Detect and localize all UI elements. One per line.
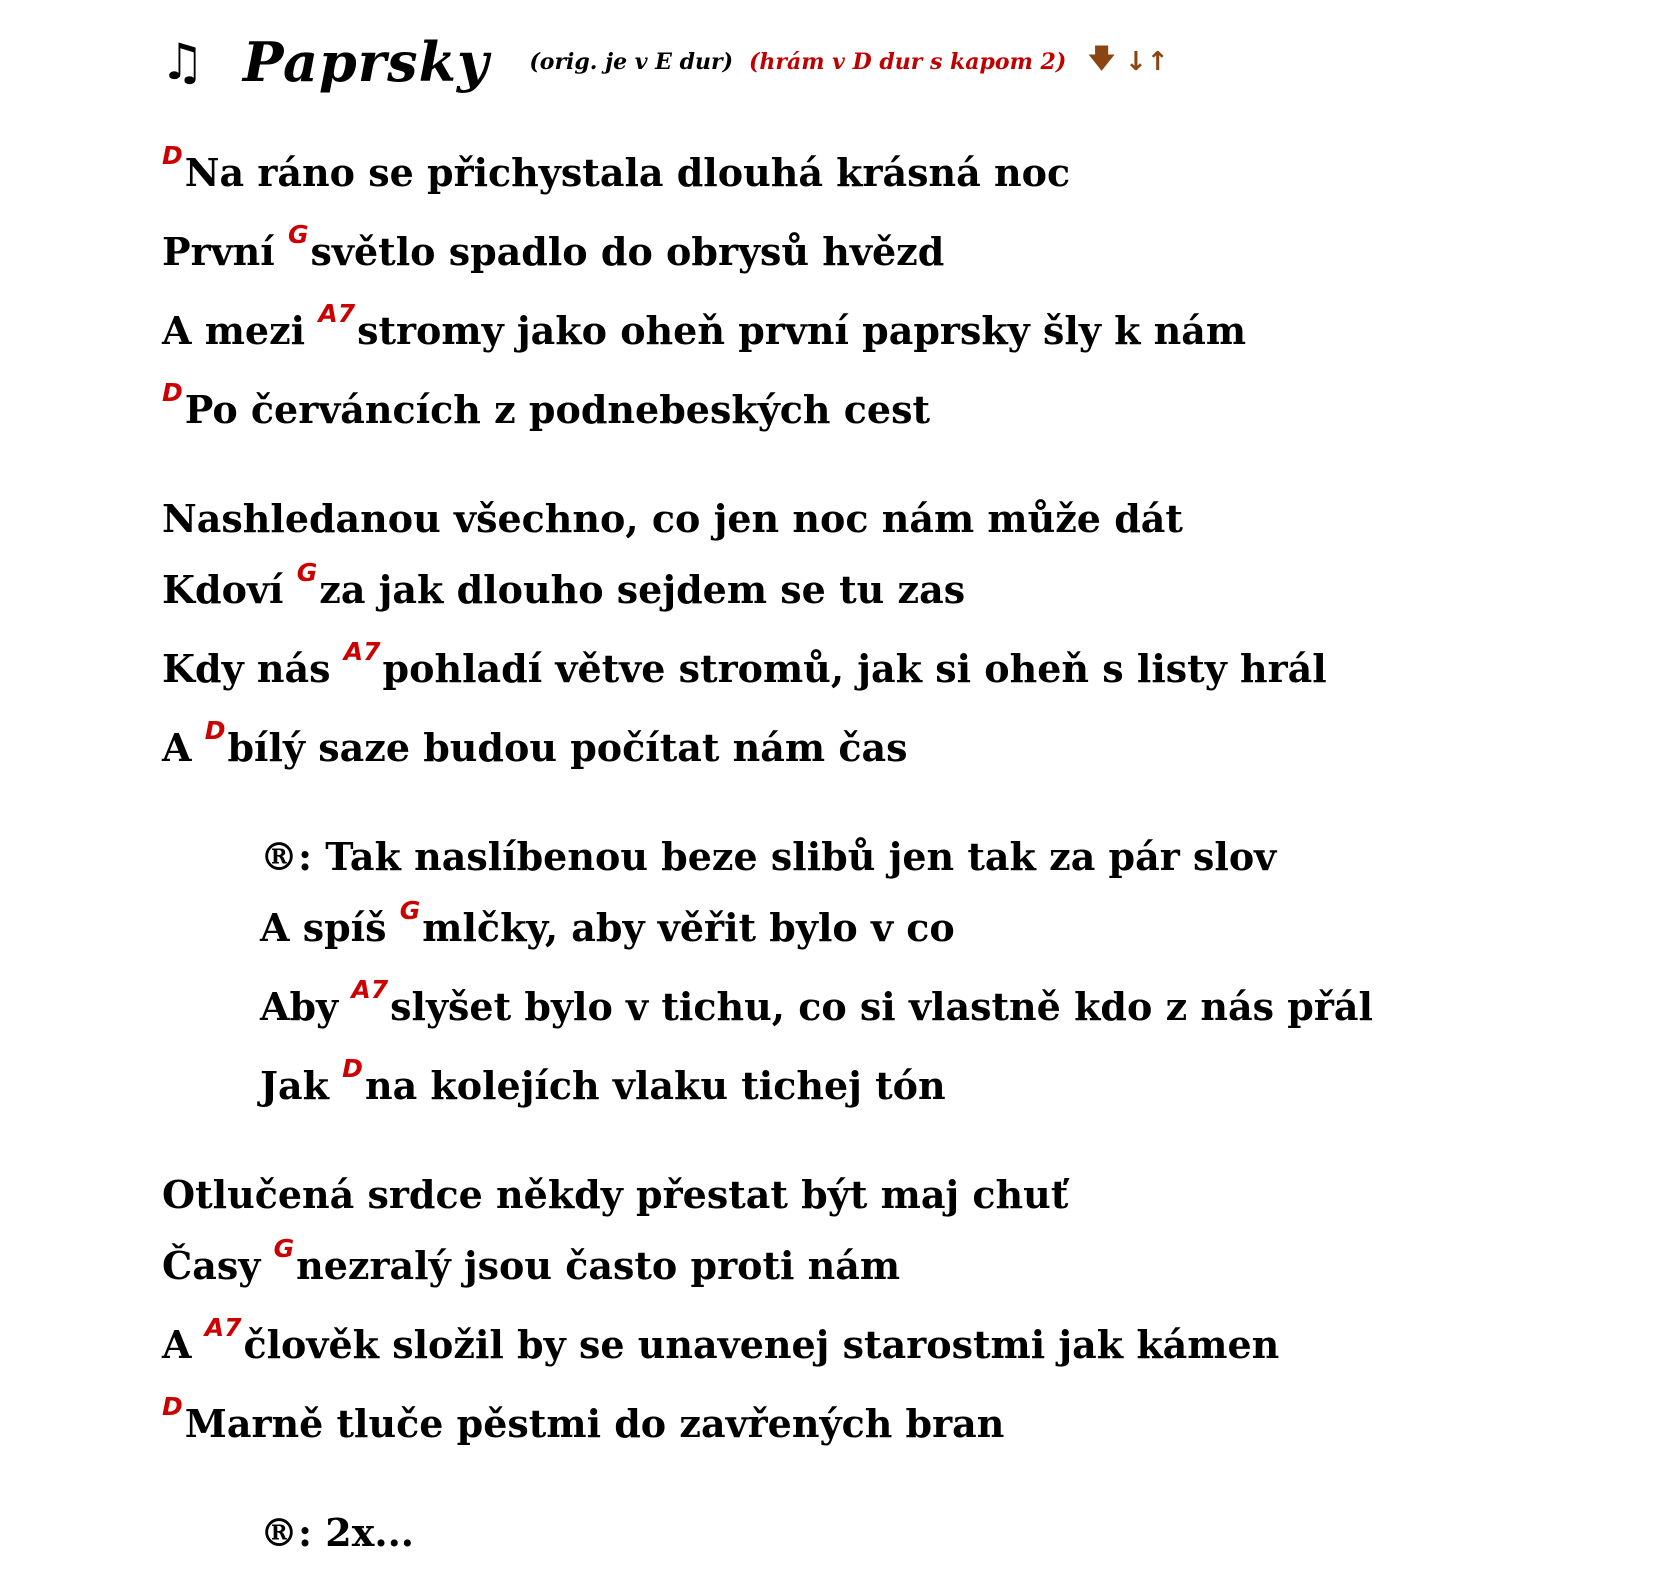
transpose-down-icon[interactable]: 🡇 xyxy=(1088,44,1115,74)
lyric-line xyxy=(162,378,1622,466)
lyric-line xyxy=(162,1172,1622,1243)
played-key-note: (hrám v D dur s kapom 2) xyxy=(748,49,1067,75)
song-header xyxy=(160,22,1169,102)
chord-label: D xyxy=(342,1054,363,1083)
chorus-line xyxy=(162,896,1622,984)
lyric-text: ®: 2x... xyxy=(260,1510,415,1555)
lyric-text: slyšet bylo v tichu, co si vlastně kdo z nás přál xyxy=(390,984,1373,1029)
lyric-text: stromy jako oheň první paprsky šly k nám xyxy=(357,308,1247,353)
lyric-line xyxy=(162,716,1622,804)
chord-label: G xyxy=(399,896,421,925)
lyric-text: za jak dlouho sejdem se tu zas xyxy=(319,567,966,612)
stanza-spacer xyxy=(162,466,1622,496)
lyric-text: A xyxy=(162,1322,205,1367)
lyric-text: Nashledanou všechno, co jen noc nám může dát xyxy=(162,496,1183,541)
lyric-line xyxy=(162,1313,1622,1401)
lyric-text: A mezi xyxy=(162,308,319,353)
chorus-repeat xyxy=(162,1510,1622,1556)
lyric-text: První xyxy=(162,229,288,274)
lyric-text: člověk složil by se unavenej starostmi jak kámen xyxy=(243,1322,1280,1367)
lyric-line xyxy=(162,496,1622,567)
music-note-icon: ♫ xyxy=(160,33,205,91)
chord-label: G xyxy=(273,1234,295,1263)
lyric-line xyxy=(162,299,1622,387)
lyric-text: Po červáncích z podnebeských cest xyxy=(184,387,931,432)
stanza-spacer xyxy=(162,1480,1622,1510)
chorus-line xyxy=(162,975,1622,1063)
lyric-text: mlčky, aby věřit bylo v co xyxy=(422,905,955,950)
chord-label: A7 xyxy=(343,637,381,666)
lyric-text: ®: Tak naslíbenou beze slibů jen tak za pár slov xyxy=(260,834,1277,879)
lyric-text: pohladí větve stromů, jak si oheň s listy hrál xyxy=(382,646,1327,691)
chord-label: D xyxy=(162,141,183,170)
lyric-line xyxy=(162,141,1622,229)
lyric-line xyxy=(162,558,1622,646)
chord-label: D xyxy=(162,1392,183,1421)
lyric-line xyxy=(162,220,1622,308)
lyric-text: Kdoví xyxy=(162,567,297,612)
lyric-line xyxy=(162,1392,1622,1480)
chord-label: G xyxy=(287,220,309,249)
lyric-text: Na ráno se přichystala dlouhá krásná noc xyxy=(184,150,1071,195)
lyric-text: nezralý jsou často proti nám xyxy=(296,1243,901,1288)
transpose-toggle-icon[interactable]: ↓↑ xyxy=(1124,47,1169,77)
lyric-text: na kolejích vlaku tichej tón xyxy=(364,1063,946,1108)
lyrics xyxy=(162,141,1622,1556)
lyric-text: Kdy nás xyxy=(162,646,344,691)
lyric-text: A spíš xyxy=(260,905,400,950)
original-key-note: (orig. je v E dur) xyxy=(529,49,733,75)
chord-label: A7 xyxy=(351,975,389,1004)
lyric-line xyxy=(162,637,1622,725)
chorus-line xyxy=(162,834,1622,905)
chord-label: A7 xyxy=(204,1313,242,1342)
lyric-text: A xyxy=(162,725,205,770)
song-title: Paprsky xyxy=(242,30,490,94)
lyric-text: Otlučená srdce někdy přestat být maj chuť xyxy=(162,1172,1069,1217)
lyric-text: Časy xyxy=(162,1243,274,1288)
lyric-text: bílý saze budou počítat nám čas xyxy=(227,725,908,770)
stanza-spacer xyxy=(162,1142,1622,1172)
lyric-line xyxy=(162,1234,1622,1322)
chord-label: D xyxy=(162,378,183,407)
lyric-text: Marně tluče pěstmi do zavřených bran xyxy=(184,1401,1005,1446)
chord-label: A7 xyxy=(318,299,356,328)
chord-label: D xyxy=(204,716,226,745)
lyric-text: Aby xyxy=(260,984,352,1029)
chorus-line xyxy=(162,1054,1622,1142)
lyric-text: světlo spadlo do obrysů hvězd xyxy=(310,229,945,274)
lyric-text: Jak xyxy=(260,1063,343,1108)
chord-label: G xyxy=(296,558,318,587)
stanza-spacer xyxy=(162,804,1622,834)
transpose-controls xyxy=(1088,40,1168,84)
